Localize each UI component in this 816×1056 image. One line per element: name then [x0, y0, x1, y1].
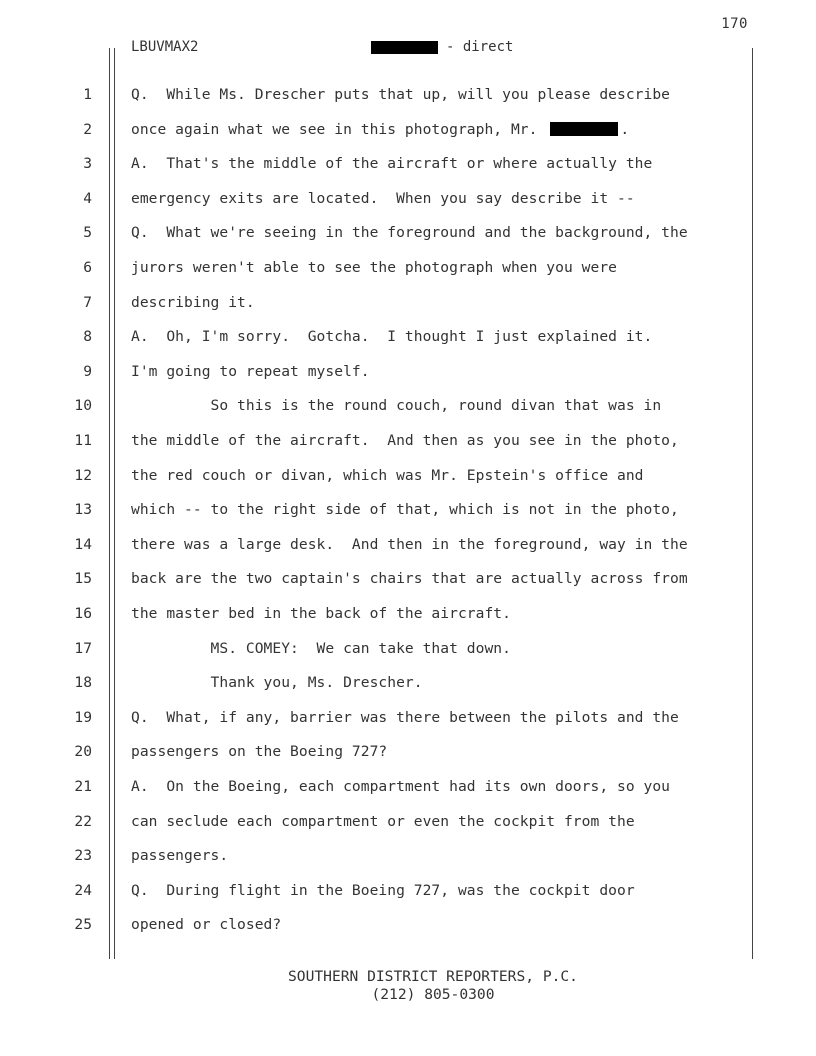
line-number: 25 [74, 916, 92, 934]
line-number: 18 [74, 674, 92, 692]
transcript-line [0, 666, 816, 700]
header-section [371, 39, 513, 55]
line-text: A. On the Boeing, each compartment had its own doors, so you [131, 778, 671, 795]
transcript-line [0, 216, 816, 250]
page-number: 170 [721, 16, 748, 32]
line-number: 11 [74, 432, 92, 449]
line-text: Q. What, if any, barrier was there between the pilots and the [131, 708, 679, 726]
reporter-company: SOUTHERN DISTRICT REPORTERS, P.C. [288, 968, 578, 985]
redaction-box [550, 122, 618, 136]
transcript-line [0, 770, 816, 804]
line-text: I'm going to repeat myself. [131, 362, 370, 380]
section-label: - direct [446, 39, 514, 55]
line-text: emergency exits are located. When you say describe it -- [131, 189, 635, 207]
line-text: So this is the round couch, round divan that was in [131, 397, 662, 415]
line-number: 17 [74, 639, 92, 657]
line-number: 21 [74, 778, 92, 795]
line-number: 19 [74, 708, 92, 726]
transcript-line [0, 632, 816, 666]
line-text-before: once again what we see in this photograph, Mr. [131, 120, 547, 138]
line-text: there was a large desk. And then in the foreground, way in the [131, 535, 688, 553]
line-number: 3 [83, 155, 92, 173]
line-text: A. That's the middle of the aircraft or where actually the [131, 155, 653, 173]
line-text: jurors weren't able to see the photograph when you were [131, 259, 617, 276]
transcript-line [0, 562, 816, 596]
transcript-line [0, 597, 816, 631]
line-text: Q. What we're seeing in the foreground and the background, the [131, 224, 688, 242]
reporter-phone: (212) 805-0300 [371, 986, 495, 1003]
line-text: the middle of the aircraft. And then as you see in the photo, [131, 432, 679, 449]
transcript-line [0, 286, 816, 320]
transcript-line [0, 147, 816, 181]
line-number: 6 [83, 259, 92, 276]
line-text [131, 121, 629, 138]
line-number: 23 [74, 847, 92, 865]
line-text: opened or closed? [131, 916, 282, 934]
line-number: 20 [74, 743, 92, 761]
line-number: 12 [74, 466, 92, 484]
line-text: MS. COMEY: We can take that down. [131, 639, 511, 657]
line-text: Q. During flight in the Boeing 727, was the cockpit door [131, 881, 635, 899]
transcript-line [0, 389, 816, 423]
transcript-line [0, 78, 816, 112]
transcript-line [0, 355, 816, 389]
line-text: the master bed in the back of the aircraft. [131, 605, 511, 622]
transcript-line [0, 874, 816, 908]
line-text: can seclude each compartment or even the cockpit from the [131, 812, 635, 830]
line-number: 14 [74, 535, 92, 553]
transcript-line [0, 113, 816, 147]
line-number: 1 [83, 86, 92, 103]
line-text: Q. While Ms. Drescher puts that up, will you please describe [131, 86, 671, 103]
transcript-line [0, 182, 816, 216]
line-number: 2 [83, 120, 92, 138]
line-text: the red couch or divan, which was Mr. Epstein's office and [131, 466, 644, 484]
transcript-line [0, 424, 816, 458]
line-text: describing it. [131, 293, 255, 311]
redaction-box [371, 41, 438, 54]
line-text: back are the two captain's chairs that are actually across from [131, 570, 688, 588]
transcript-line [0, 320, 816, 354]
line-number: 15 [74, 570, 92, 588]
line-text: which -- to the right side of that, which is not in the photo, [131, 501, 679, 519]
line-number: 24 [74, 881, 92, 899]
transcript-line [0, 805, 816, 839]
line-text-after: . [620, 120, 630, 138]
transcript-line [0, 735, 816, 769]
line-number: 7 [83, 293, 92, 311]
line-number: 13 [74, 501, 92, 519]
line-number: 8 [83, 328, 92, 346]
line-text: Thank you, Ms. Drescher. [131, 674, 423, 692]
footer [0, 968, 816, 1004]
line-number: 22 [74, 812, 92, 830]
line-text: A. Oh, I'm sorry. Gotcha. I thought I just explained it. [131, 328, 653, 346]
case-code: LBUVMAX2 [131, 39, 199, 55]
transcript-line [0, 459, 816, 493]
line-number: 9 [83, 362, 92, 380]
transcript-line [0, 839, 816, 873]
line-number: 10 [74, 397, 92, 415]
transcript-line [0, 528, 816, 562]
line-number: 5 [83, 224, 92, 242]
transcript-line [0, 701, 816, 735]
transcript-line [0, 493, 816, 527]
transcript-line [0, 908, 816, 942]
transcript-line [0, 251, 816, 285]
line-text: passengers. [131, 847, 229, 865]
line-number: 4 [83, 189, 92, 207]
line-text: passengers on the Boeing 727? [131, 743, 388, 761]
line-number: 16 [74, 605, 92, 622]
